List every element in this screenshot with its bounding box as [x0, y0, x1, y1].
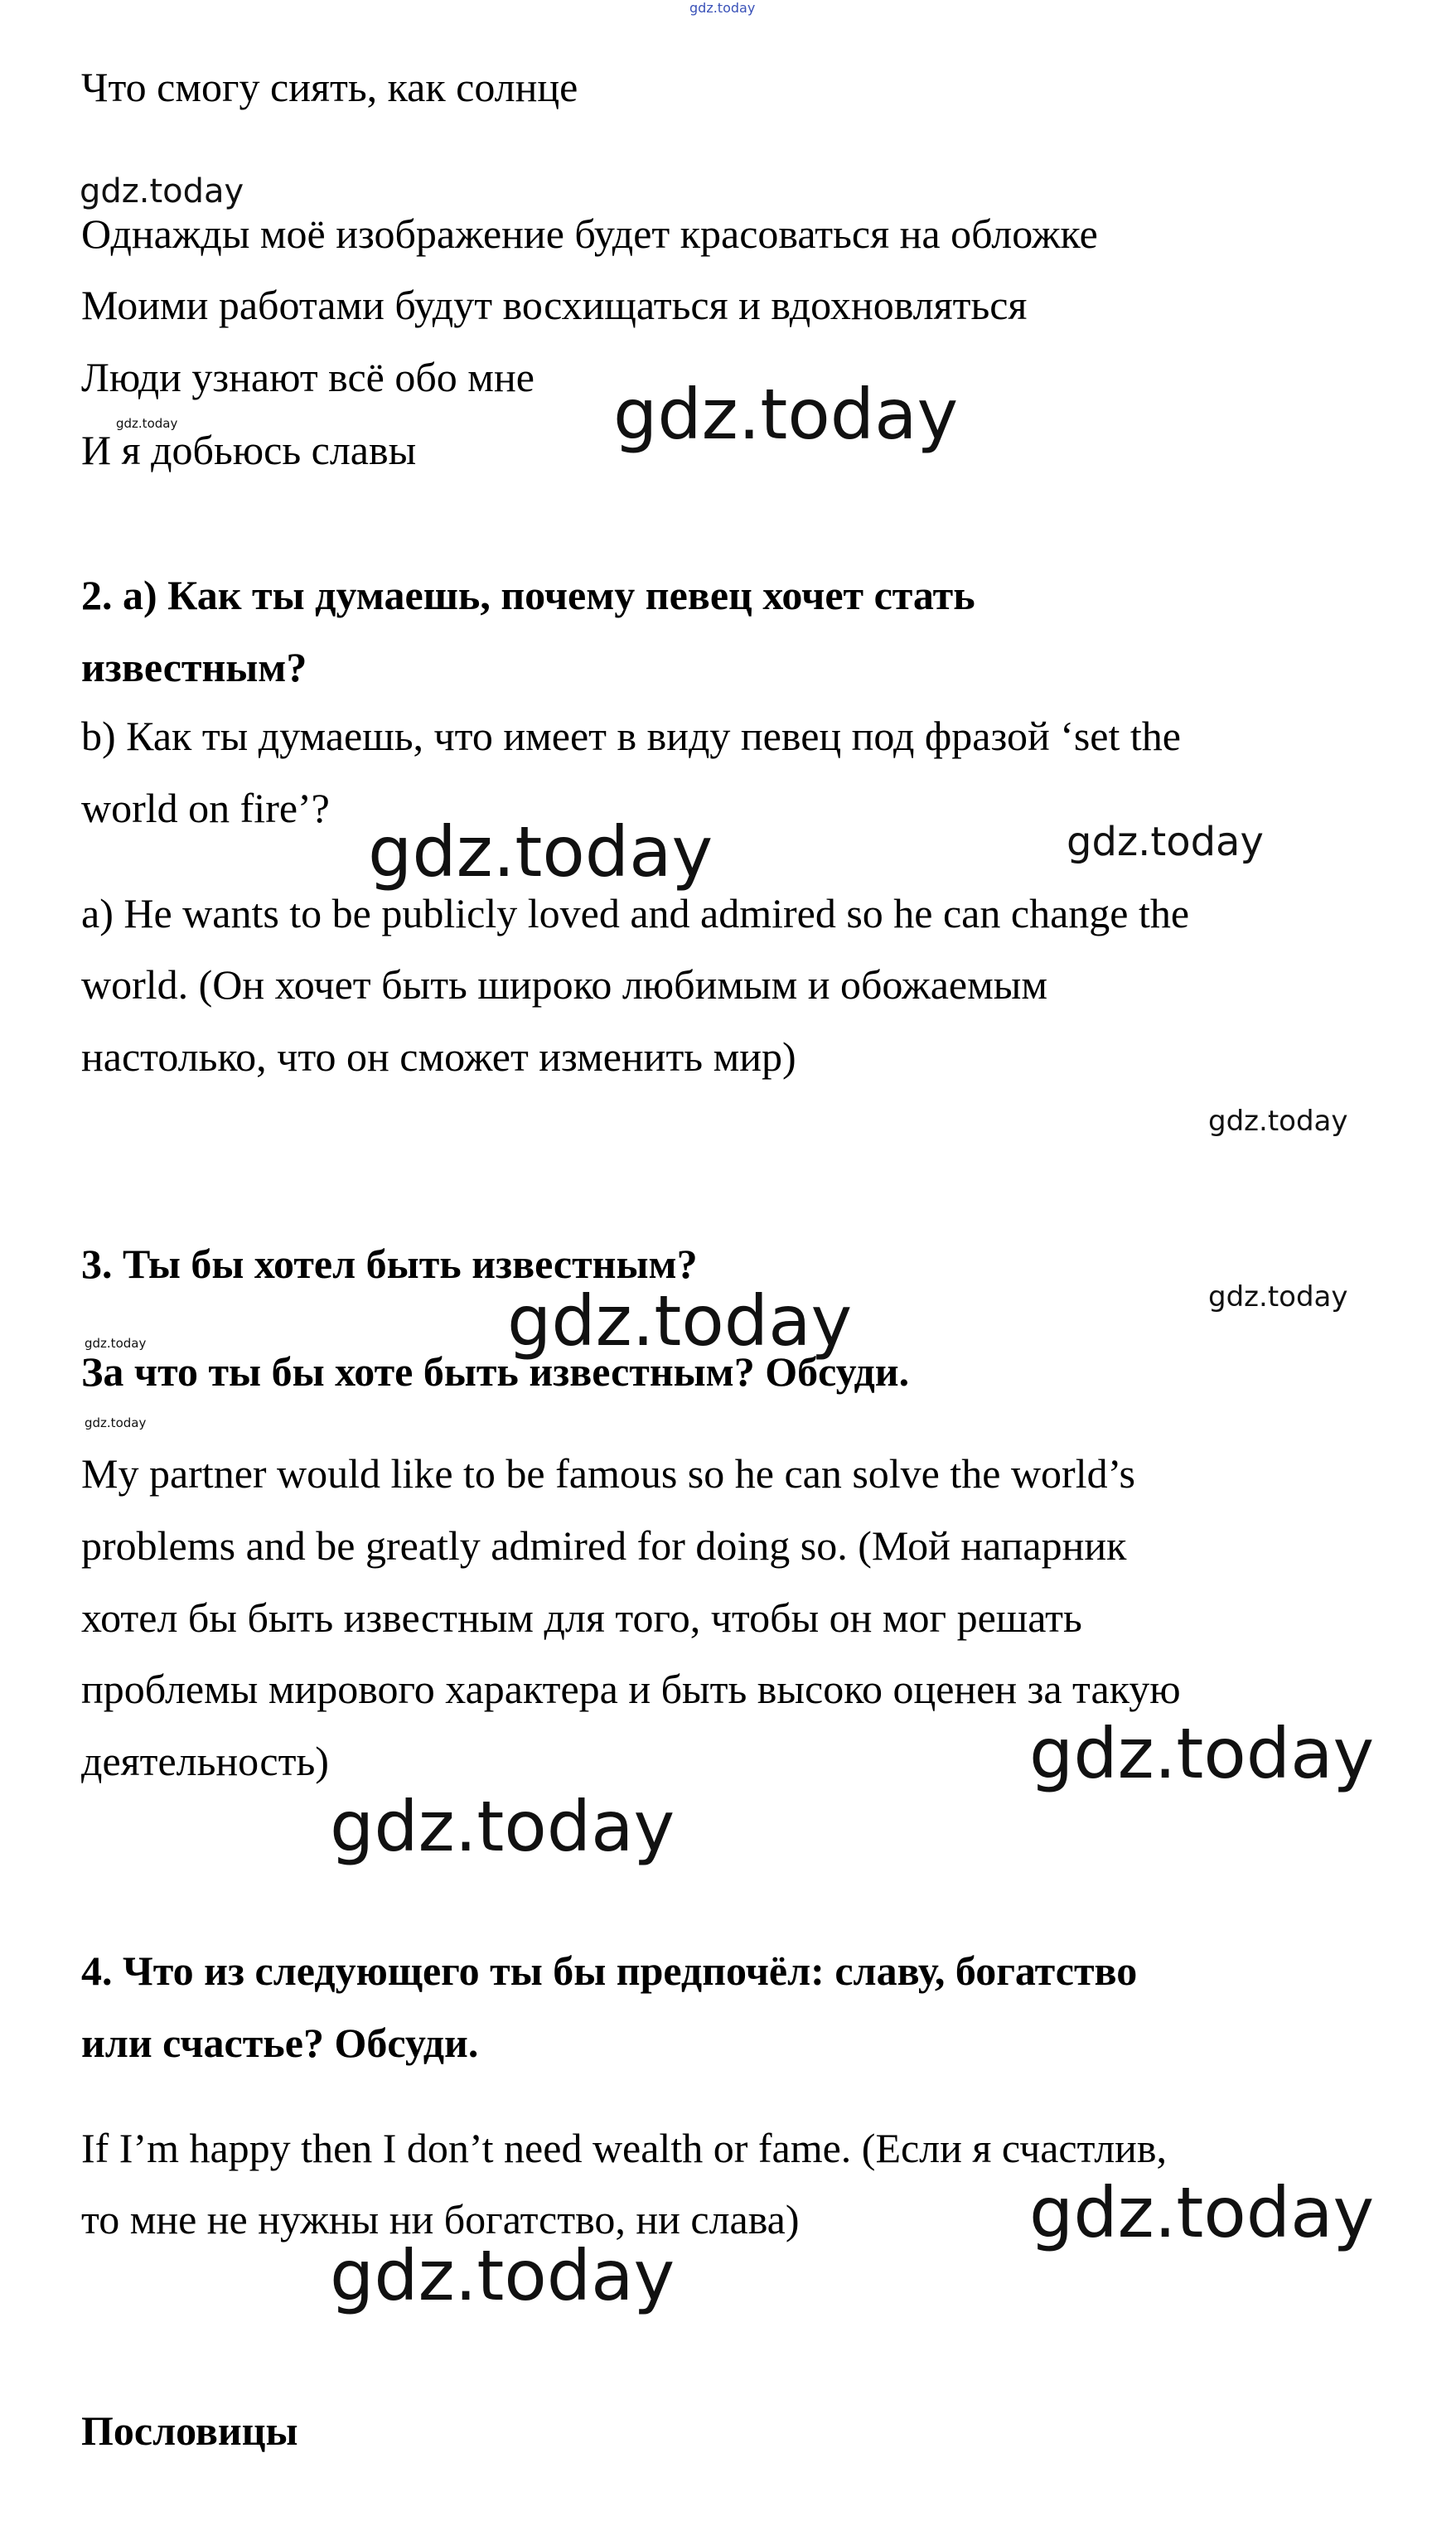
poem-line-3: Моими работами будут восхищаться и вдохновляться — [81, 282, 1028, 328]
q2-answer-line-3: настолько, что он сможет изменить мир) — [81, 1033, 796, 1080]
q3-answer-line-5: деятельность) — [81, 1738, 329, 1784]
q2-answer-line-1: a) He wants to be publicly loved and admired so he can change the — [81, 890, 1190, 936]
q3-heading-line-2: За что ты бы хоте быть известным? Обсуди. — [81, 1348, 910, 1395]
watermark: gdz.today — [368, 811, 713, 893]
q4-answer-line-2: то мне не нужны ни богатство, ни слава) — [81, 2196, 800, 2242]
q2-heading-line-1: 2. a) Как ты думаешь, почему певец хочет стать — [81, 572, 975, 618]
q2-b-line-1: b) Как ты думаешь, что имеет в виду певец под фразой ‘set the — [81, 713, 1181, 759]
poem-line-1: Что смогу сиять, как солнце — [81, 64, 578, 110]
watermark: gdz.today — [1029, 1713, 1375, 1794]
q3-answer-line-1: My partner would like to be famous so he can solve the world’s — [81, 1450, 1135, 1497]
watermark: gdz.today — [116, 416, 178, 431]
watermark: gdz.today — [1029, 2172, 1375, 2253]
q4-heading-line-2: или счастье? Обсуди. — [81, 2020, 479, 2066]
watermark: gdz.today — [1208, 1105, 1348, 1138]
q2-answer-line-2: world. (Он хочет быть широко любимым и обожаемым — [81, 961, 1047, 1008]
q3-answer-line-4: проблемы мирового характера и быть высоко оценен за такую — [81, 1666, 1181, 1712]
q3-heading-line-1: 3. Ты бы хотел быть известным? — [81, 1241, 698, 1287]
watermark: gdz.today — [613, 374, 959, 455]
q4-heading-line-1: 4. Что из следующего ты бы предпочёл: славу, богатство — [81, 1947, 1138, 1994]
watermark: gdz.today — [85, 1336, 147, 1351]
q3-answer-line-3: хотел бы быть известным для того, чтобы он мог решать — [81, 1594, 1082, 1641]
proverbs-heading: Пословицы — [81, 2407, 298, 2454]
q2-b-line-2: world on fire’? — [81, 785, 330, 831]
q4-answer-line-1: If I’m happy then I don’t need wealth or fame. (Если я счастлив, — [81, 2125, 1168, 2171]
poem-line-5: И я добьюсь славы — [81, 427, 417, 473]
q2-heading-line-2: известным? — [81, 644, 307, 690]
watermark: gdz.today — [1208, 1280, 1348, 1314]
watermark: gdz.today — [507, 1280, 853, 1362]
watermark: gdz.today — [80, 172, 244, 210]
watermark: gdz.today — [330, 2235, 675, 2316]
watermark: gdz.today — [1067, 819, 1264, 865]
poem-line-2: Однажды моё изображение будет красоваться на обложке — [81, 210, 1098, 257]
watermark: gdz.today — [330, 1786, 675, 1867]
watermark: gdz.today — [689, 0, 756, 16]
q3-answer-line-2: problems and be greatly admired for doing so. (Мой напарник — [81, 1522, 1127, 1569]
watermark: gdz.today — [85, 1415, 147, 1430]
poem-line-4: Люди узнают всё обо мне — [81, 354, 535, 400]
